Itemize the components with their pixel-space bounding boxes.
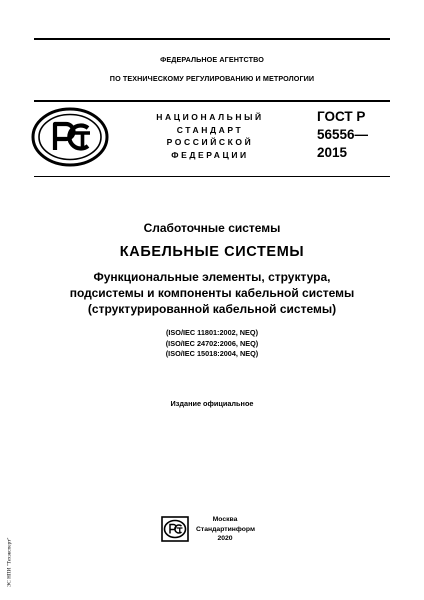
agency-line-2: ПО ТЕХНИЧЕСКОМУ РЕГУЛИРОВАНИЮ И МЕТРОЛОГИИ [109, 74, 315, 83]
publisher-logo-icon [161, 516, 189, 542]
middle-rule [34, 100, 390, 102]
edition-label: Издание официальное [170, 399, 254, 408]
national-line: СТАНДАРТ [176, 124, 244, 135]
iso-ref: (ISO/IEC 24702:2006, NEQ) [165, 338, 259, 348]
publisher-name: Стандартинформ [196, 525, 255, 533]
side-watermark [3, 515, 13, 587]
iso-ref: (ISO/IEC 11801:2002, NEQ) [165, 328, 259, 337]
subtitle-line: (структурированной кабельной системы) [87, 302, 337, 316]
gost-designation [317, 108, 392, 162]
rst-logo-icon [30, 106, 110, 168]
gost-line-3: 2015 [317, 145, 348, 160]
national-line: НАЦИОНАЛЬНЫЙ [156, 112, 264, 122]
gost-line-2: 56556— [317, 127, 369, 142]
bottom-rule [34, 176, 390, 177]
national-standard-block [120, 111, 300, 161]
top-rule [34, 38, 390, 40]
national-line: ФЕДЕРАЦИИ [171, 149, 249, 160]
main-title: КАБЕЛЬНЫЕ СИСТЕМЫ [119, 244, 305, 260]
series-title: Слаботочные системы [143, 221, 281, 235]
publisher-city: Москва [212, 516, 238, 523]
agency-line-1: ФЕДЕРАЛЬНОЕ АГЕНТСТВО [160, 55, 264, 64]
subtitle [24, 269, 400, 317]
national-line: РОССИЙСКОЙ [166, 137, 254, 147]
iso-ref: (ISO/IEC 15018:2004, NEQ) [165, 349, 259, 358]
subtitle-line: подсистемы и компоненты кабельной системы [69, 286, 355, 300]
iso-references [24, 328, 400, 360]
gost-line-1: ГОСТ Р [317, 109, 366, 124]
publisher-year: 2020 [217, 535, 233, 542]
subtitle-line: Функциональные элементы, структура, [93, 270, 331, 284]
publisher-block [196, 515, 254, 544]
side-watermark-text: ЭС НПИ "Техэксперт" [6, 537, 13, 587]
